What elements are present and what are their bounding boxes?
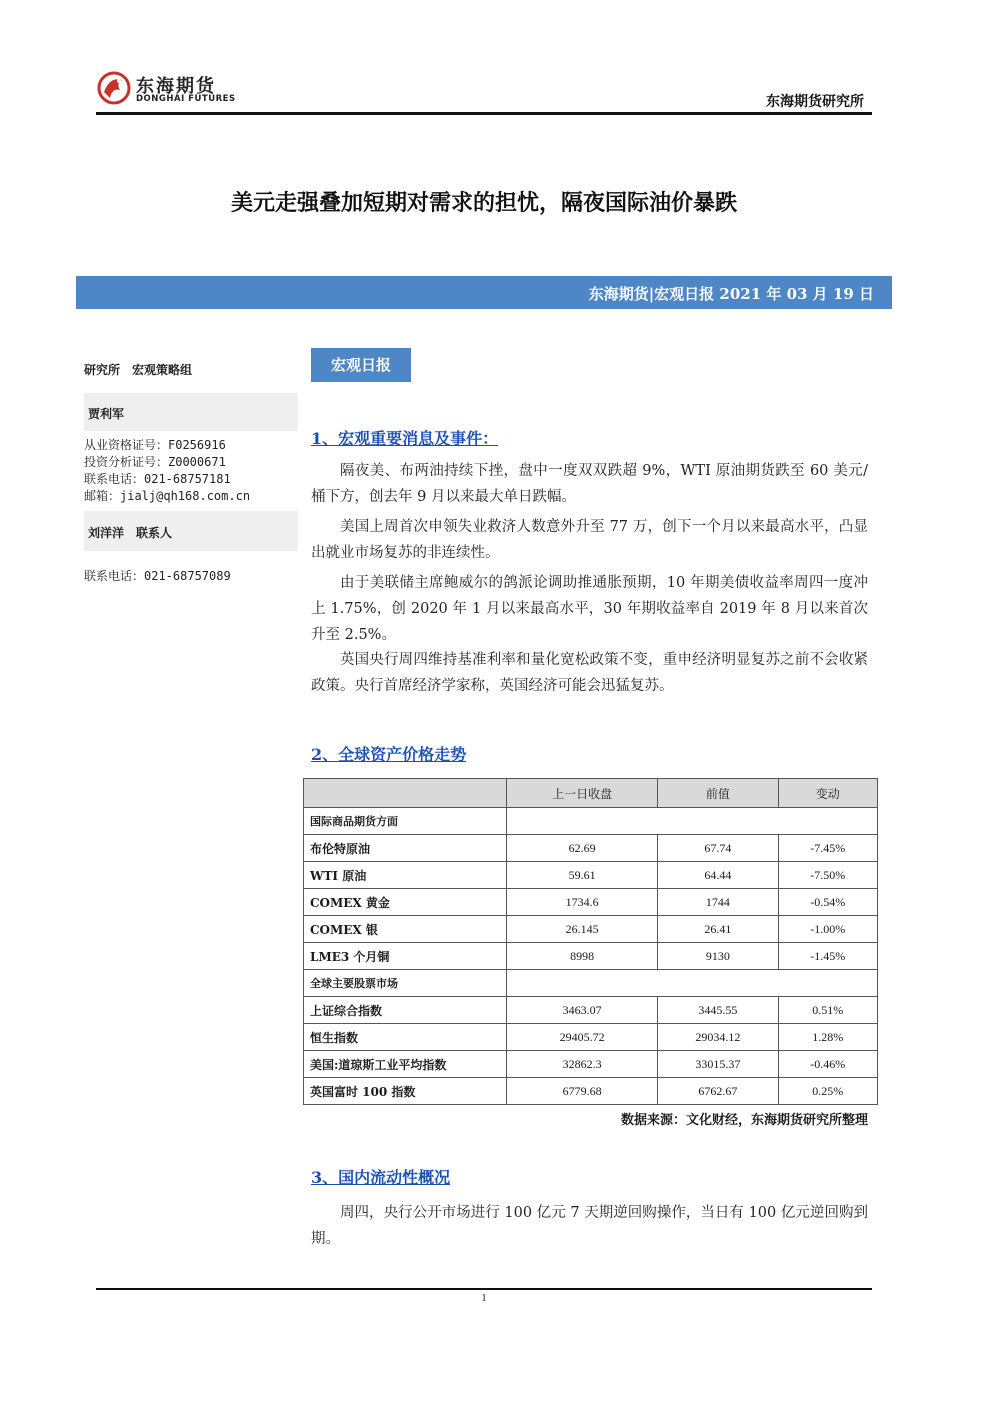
asset-change: -0.46%	[778, 1051, 878, 1078]
asset-last: 62.69	[507, 835, 658, 862]
asset-name: WTI 原油	[304, 862, 507, 889]
table-row	[304, 916, 878, 943]
asset-last: 6779.68	[507, 1078, 658, 1105]
analyst1-invest-cert: 投资分析证号：Z0000671	[84, 455, 226, 469]
asset-name: 恒生指数	[304, 1024, 507, 1051]
asset-last: 32862.3	[507, 1051, 658, 1078]
table-row	[304, 997, 878, 1024]
category-label: 国际商品期货方面	[304, 808, 507, 835]
analyst1-name: 贾利军	[88, 407, 125, 421]
asset-prev: 29034.12	[658, 1024, 778, 1051]
report-type-tag: 宏观日报	[311, 348, 411, 382]
asset-name: COMEX 银	[304, 916, 507, 943]
company-logo	[96, 66, 236, 110]
asset-prev: 64.44	[658, 862, 778, 889]
logo-english-name: DONGHAI FUTURES	[136, 94, 236, 104]
banner-text: 东海期货|宏观日报 2021 年 03 月 19 日	[588, 285, 874, 303]
analyst1-phone: 联系电话：021-68757181	[84, 472, 231, 486]
logo-chinese-name: 东海期货	[136, 76, 216, 97]
asset-prev: 9130	[658, 943, 778, 970]
asset-prev: 6762.67	[658, 1078, 778, 1105]
data-source-note: 数据来源：文化财经，东海期货研究所整理	[620, 1113, 868, 1128]
section1-para-4: 英国央行周四维持基准利率和量化宽松政策不变，重申经济明显复苏之前不会收紧政策。央行首席经济学家称，英国经济可能会迅猛复苏。	[311, 652, 868, 694]
asset-change: 0.51%	[778, 997, 878, 1024]
table-row	[304, 1051, 878, 1078]
asset-last: 29405.72	[507, 1024, 658, 1051]
asset-change: -1.00%	[778, 916, 878, 943]
asset-price-table	[303, 778, 878, 1105]
asset-change: -1.45%	[778, 943, 878, 970]
table-row	[304, 943, 878, 970]
analyst2-name: 刘洋洋 联系人	[88, 526, 173, 540]
asset-name: 美国:道琼斯工业平均指数	[304, 1051, 507, 1078]
research-group: 研究所 宏观策略组	[84, 363, 193, 377]
table-header-cell	[304, 779, 507, 808]
asset-name: 布伦特原油	[304, 835, 507, 862]
header-organization: 东海期货研究所	[766, 94, 864, 110]
footer-divider	[96, 1288, 872, 1290]
asset-change: -7.50%	[778, 862, 878, 889]
asset-prev: 26.41	[658, 916, 778, 943]
section3-heading: 3、国内流动性概况	[311, 1168, 451, 1187]
section1-para-3: 由于美联储主席鲍威尔的鸽派论调助推通胀预期，10 年期美债收益率周四一度冲上 1.75%，创 2020 年 1 月以来最高水平，30 年期收益率自 2019 年 8 月以来首次升至 2.5%。	[311, 575, 868, 643]
page-number: 1	[481, 1292, 487, 1304]
asset-prev: 3445.55	[658, 997, 778, 1024]
asset-prev: 67.74	[658, 835, 778, 862]
analyst1-header	[84, 393, 298, 431]
header-divider	[96, 112, 872, 115]
asset-last: 1734.6	[507, 889, 658, 916]
table-header-cell: 上一日收盘	[507, 779, 658, 808]
asset-prev: 33015.37	[658, 1051, 778, 1078]
asset-last: 3463.07	[507, 997, 658, 1024]
section3-para-1: 周四，央行公开市场进行 100 亿元 7 天期逆回购操作，当日有 100 亿元逆回购到期。	[311, 1205, 868, 1247]
asset-change: -0.54%	[778, 889, 878, 916]
section1-para-2: 美国上周首次申领失业救济人数意外升至 77 万，创下一个月以来最高水平，凸显出就业市场复苏的非连续性。	[311, 519, 868, 561]
table-row	[304, 1078, 878, 1105]
asset-last: 8998	[507, 943, 658, 970]
section1-heading: 1、宏观重要消息及事件：	[311, 429, 499, 448]
asset-name: LME3 个月铜	[304, 943, 507, 970]
analyst2-phone: 联系电话：021-68757089	[84, 569, 231, 583]
analyst2-contact	[84, 567, 298, 584]
report-banner	[76, 276, 892, 309]
table-row	[304, 862, 878, 889]
analyst1-contact	[84, 436, 298, 504]
table-header-row	[304, 779, 878, 808]
asset-last: 26.145	[507, 916, 658, 943]
analyst1-email[interactable]: 邮箱：jialj@qh168.com.cn	[84, 489, 251, 503]
asset-last: 59.61	[507, 862, 658, 889]
table-header-cell: 前值	[658, 779, 778, 808]
asset-name: 英国富时 100 指数	[304, 1078, 507, 1105]
analyst2-header	[84, 511, 298, 551]
asset-change: 0.25%	[778, 1078, 878, 1105]
table-row	[304, 889, 878, 916]
analyst1-cert: 从业资格证号：F0256916	[84, 438, 226, 452]
table-category-row	[304, 970, 878, 997]
asset-change: 1.28%	[778, 1024, 878, 1051]
table-row	[304, 835, 878, 862]
asset-prev: 1744	[658, 889, 778, 916]
category-label: 全球主要股票市场	[304, 970, 507, 997]
asset-name: COMEX 黄金	[304, 889, 507, 916]
section1-para-1: 隔夜美、布两油持续下挫，盘中一度双双跌超 9%，WTI 原油期货跌至 60 美元/桶下方，创去年 9 月以来最大单日跌幅。	[311, 463, 868, 505]
table-category-row	[304, 808, 878, 835]
asset-change: -7.45%	[778, 835, 878, 862]
report-title: 美元走强叠加短期对需求的担忧，隔夜国际油价暴跌	[230, 190, 737, 216]
asset-name: 上证综合指数	[304, 997, 507, 1024]
table-row	[304, 1024, 878, 1051]
table-header-cell: 变动	[778, 779, 878, 808]
dragon-emblem-icon	[96, 68, 132, 108]
section2-heading: 2、全球资产价格走势	[311, 745, 467, 764]
